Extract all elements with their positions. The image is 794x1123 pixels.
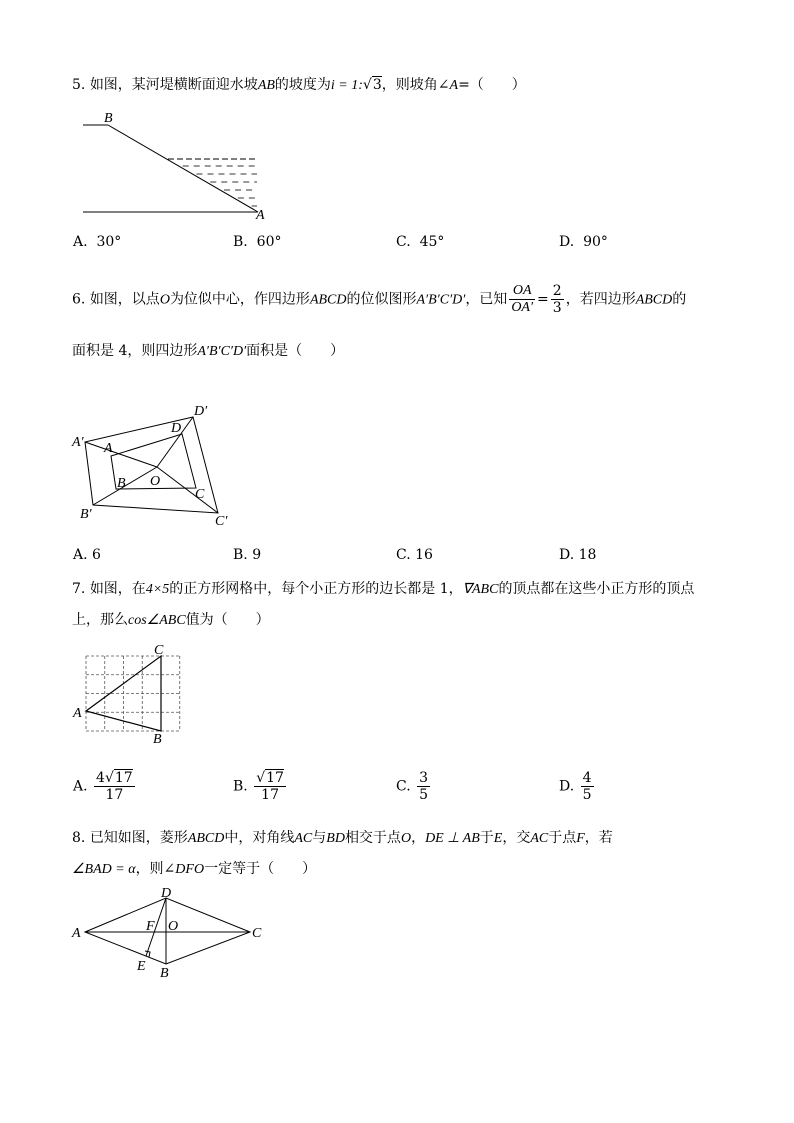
q7-option-a-fraction: $\frac{4√17}{17}$ — [96, 770, 133, 803]
q5-label-B: B — [104, 111, 113, 126]
q7-option-c[interactable]: C. $\frac{3}{5}$ — [396, 770, 429, 803]
q6-label-Cp: C′ — [215, 514, 228, 529]
q7-option-a[interactable]: A. $\frac{4√17}{17}$ — [73, 770, 133, 803]
q7-option-c-fraction: $\frac{3}{5}$ — [419, 770, 429, 803]
q7-label-A: A — [73, 706, 82, 721]
q7-option-b-fraction: $\frac{√17}{17}$ — [256, 770, 284, 803]
q8-number: 8. — [72, 830, 86, 846]
q8-stem-line2: ∠BAD = α，则∠DFO一定等于（ ） — [72, 861, 317, 877]
q6-label-Dp: D′ — [194, 404, 208, 419]
q7-option-d[interactable]: D. $\frac{4}{5}$ — [559, 770, 592, 803]
q6-fraction-oa: $\frac{OA}{OA'}$ — [511, 283, 534, 315]
q6-fraction-ratio: $\frac{2}{3}$ — [552, 283, 562, 316]
q6-stem-line1: 6. 如图，以点O为位似中心，作四边形ABCD的位似图形A′B′C′D′，已知 $\frac{OA}{OA'}$ = $\frac{2}{3}$ ，若四边形ABCD的 — [72, 283, 687, 316]
q6-option-c[interactable]: C. 16 — [396, 547, 433, 563]
q6-label-A: A — [104, 441, 113, 456]
q7-label-B: B — [153, 732, 162, 747]
q6-label-Bp: B′ — [80, 507, 92, 522]
q6-number: 6. — [72, 291, 86, 308]
q8-stem-line1: 8. 已知如图，菱形ABCD中，对角线AC与BD相交于点O，DE ⊥ AB于E，交AC于点F，若 — [72, 830, 613, 846]
q5-number: 5. — [72, 77, 86, 93]
q5-option-b[interactable]: B. 60° — [233, 234, 282, 250]
q8-label-C: C — [252, 926, 262, 941]
q6-label-O: O — [150, 474, 161, 489]
q6-option-b[interactable]: B. 9 — [233, 547, 262, 563]
q8-label-D: D — [161, 886, 172, 901]
q8-label-B: B — [160, 966, 169, 981]
q5-option-d[interactable]: D. 90° — [559, 234, 608, 250]
q6-option-d[interactable]: D. 18 — [559, 547, 597, 563]
q8-label-E: E — [137, 959, 146, 974]
q7-label-C: C — [154, 643, 164, 658]
q7-stem-line2: 上，那么cos∠ABC值为（ ） — [72, 612, 270, 628]
q5-stem: 5. 如图，某河堤横断面迎水坡AB的坡度为i = 1:√3，则坡角∠A=（ ） — [72, 77, 526, 93]
q7-option-d-fraction: $\frac{4}{5}$ — [582, 770, 592, 803]
q6-label-Ap: A′ — [72, 435, 84, 450]
q6-label-D: D — [171, 421, 182, 436]
q6-stem-line2: 面积是 4，则四边形A′B′C′D′面积是（ ） — [72, 343, 345, 359]
q8-label-F: F — [146, 919, 155, 934]
q8-label-A: A — [72, 926, 81, 941]
q6-option-a[interactable]: A. 6 — [73, 547, 101, 563]
q5-option-a[interactable]: A. 30° — [73, 234, 122, 250]
q6-label-C: C — [195, 487, 205, 502]
q6-label-B: B — [117, 476, 126, 491]
q7-stem-line1: 7. 如图，在4×5的正方形网格中，每个小正方形的边长都是 1，∇ABC的顶点都在这些小正方形的顶点 — [72, 581, 695, 597]
q7-option-b[interactable]: B. $\frac{√17}{17}$ — [233, 770, 284, 803]
q8-label-O: O — [168, 919, 179, 934]
q7-number: 7. — [72, 581, 86, 597]
q5-label-A: A — [256, 208, 265, 223]
q5-option-c[interactable]: C. 45° — [396, 234, 445, 250]
